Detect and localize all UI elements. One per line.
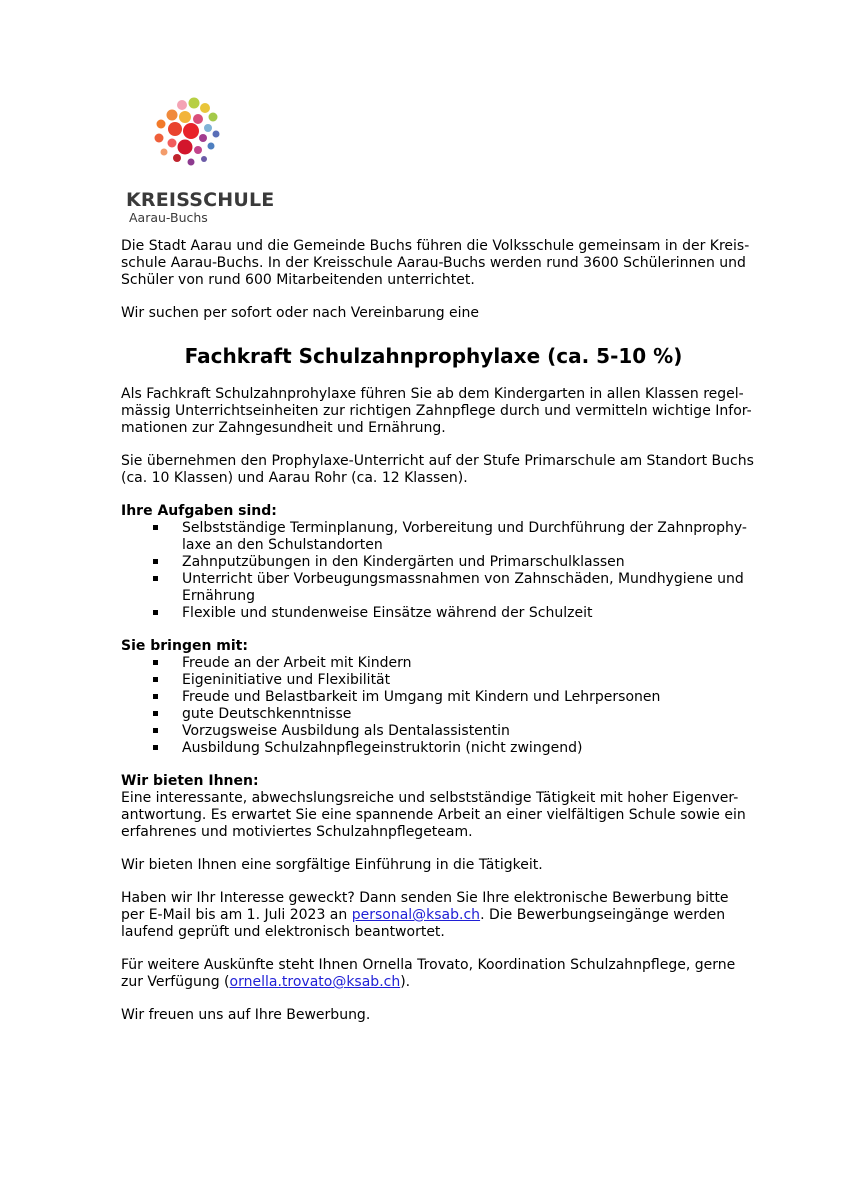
- bullet-icon: [153, 525, 158, 530]
- school-logo: [126, 96, 275, 228]
- offer-line: antwortung. Es erwartet Sie eine spannende Arbeit an einer vielfältigen Schule sowie ein: [121, 807, 746, 823]
- intro-paragraph: [121, 238, 750, 289]
- closing-paragraph: [121, 1007, 746, 1024]
- list-item: [121, 655, 746, 672]
- assignment-line: (ca. 10 Klassen) und Aarau Rohr (ca. 12 Klassen).: [121, 470, 468, 486]
- list-item-text: Ernährung: [182, 588, 256, 604]
- description-line: mässig Unterrichtseinheiten zur richtigen Zahnpflege durch und vermitteln wichtige Infor-: [121, 403, 752, 419]
- list-item: [121, 520, 746, 554]
- application-line: laufend geprüft und elektronisch beantwortet.: [121, 924, 445, 940]
- bullet-icon: [153, 610, 158, 615]
- onboarding-line: Wir bieten Ihnen eine sorgfältige Einführung in die Tätigkeit.: [121, 857, 543, 873]
- offer-line: Eine interessante, abwechslungsreiche und selbstständige Tätigkeit mit hoher Eigenver-: [121, 790, 739, 806]
- contact-text: zur Verfügung (: [121, 974, 230, 990]
- job-posting: [121, 238, 754, 1024]
- list-item-text: Zahnputzübungen in den Kindergärten und Primarschulklassen: [182, 554, 625, 570]
- tasks-list: [121, 520, 746, 622]
- list-item: [121, 672, 746, 689]
- requirements-heading: Sie bringen mit:: [121, 638, 248, 654]
- offer-line: erfahrenes und motiviertes Schulzahnpflegeteam.: [121, 824, 473, 840]
- logo-school-name: KREISSCHULE: [126, 189, 275, 211]
- description-line: Als Fachkraft Schulzahnprohylaxe führen Sie ab dem Kindergarten in allen Klassen regel-: [121, 386, 744, 402]
- requirements-list: [121, 655, 746, 757]
- search-intro: [121, 305, 746, 322]
- offer-paragraph: [121, 790, 746, 841]
- bullet-icon: [153, 694, 158, 699]
- application-text: . Die Bewerbungseingänge werden: [480, 907, 726, 923]
- bullet-icon: [153, 745, 158, 750]
- bullet-icon: [153, 677, 158, 682]
- bullet-icon: [153, 576, 158, 581]
- description-line: mationen zur Zahngesundheit und Ernährung.: [121, 420, 446, 436]
- offer-heading: Wir bieten Ihnen:: [121, 773, 259, 789]
- intro-line: Die Stadt Aarau und die Gemeinde Buchs führen die Volksschule gemeinsam in der Kreis-: [121, 238, 750, 254]
- application-paragraph: [121, 890, 746, 941]
- intro-line: Schüler von rund 600 Mitarbeitenden unterrichtet.: [121, 272, 475, 288]
- contact-email-link[interactable]: ornella.trovato@ksab.ch: [229, 974, 401, 990]
- search-intro-line: Wir suchen per sofort oder nach Vereinbarung eine: [121, 305, 480, 321]
- offer-section: [121, 773, 746, 841]
- list-item-text: Freude und Belastbarkeit im Umgang mit Kindern und Lehrpersonen: [182, 689, 661, 705]
- requirements-section: [121, 638, 746, 757]
- assignment-line: Sie übernehmen den Prophylaxe-Unterricht auf der Stufe Primarschule am Standort Buchs: [121, 453, 754, 469]
- list-item-text: Eigeninitiative und Flexibilität: [182, 672, 391, 688]
- assignment-paragraph: [121, 453, 754, 487]
- bullet-icon: [153, 728, 158, 733]
- description-paragraph: [121, 386, 752, 437]
- job-title: Fachkraft Schulzahnprophylaxe (ca. 5-10 %): [184, 344, 683, 368]
- list-item-text: Unterricht über Vorbeugungsmassnahmen von Zahnschäden, Mundhygiene und: [182, 571, 744, 587]
- list-item-text: Selbstständige Terminplanung, Vorbereitung und Durchführung der Zahnprophy-: [182, 520, 747, 536]
- list-item-text: Ausbildung Schulzahnpflegeinstruktorin (nicht zwingend): [182, 740, 583, 756]
- dots-logo-icon: [150, 96, 234, 176]
- list-item-text: gute Deutschkenntnisse: [182, 706, 352, 722]
- contact-line: Für weitere Auskünfte steht Ihnen Ornella Trovato, Koordination Schulzahnpflege, gerne: [121, 957, 736, 973]
- bullet-icon: [153, 711, 158, 716]
- tasks-heading: Ihre Aufgaben sind:: [121, 503, 277, 519]
- bullet-icon: [153, 660, 158, 665]
- contact-text: ).: [400, 974, 411, 990]
- intro-line: schule Aarau-Buchs. In der Kreisschule Aarau-Buchs werden rund 3600 Schülerinnen und: [121, 255, 746, 271]
- application-text: per E-Mail bis am 1. Juli 2023 an: [121, 907, 352, 923]
- onboarding-paragraph: [121, 857, 746, 874]
- list-item: [121, 706, 746, 723]
- application-line: Haben wir Ihr Interesse geweckt? Dann senden Sie Ihre elektronische Bewerbung bitte: [121, 890, 729, 906]
- list-item: [121, 605, 746, 622]
- list-item-text: Freude an der Arbeit mit Kindern: [182, 655, 412, 671]
- list-item-text: laxe an den Schulstandorten: [182, 537, 383, 553]
- list-item: [121, 689, 746, 706]
- contact-paragraph: [121, 957, 746, 991]
- list-item-text: Vorzugsweise Ausbildung als Dentalassistentin: [182, 723, 510, 739]
- list-item-text: Flexible und stundenweise Einsätze während der Schulzeit: [182, 605, 593, 621]
- list-item: [121, 740, 746, 757]
- logo-subtitle: Aarau-Buchs: [129, 210, 208, 225]
- list-item: [121, 554, 746, 571]
- tasks-section: [121, 503, 746, 622]
- contact-line: [121, 974, 746, 991]
- application-line: [121, 907, 746, 924]
- closing-line: Wir freuen uns auf Ihre Bewerbung.: [121, 1007, 371, 1023]
- application-email-link[interactable]: personal@ksab.ch: [351, 907, 481, 923]
- list-item: [121, 723, 746, 740]
- bullet-icon: [153, 559, 158, 564]
- list-item: [121, 571, 746, 605]
